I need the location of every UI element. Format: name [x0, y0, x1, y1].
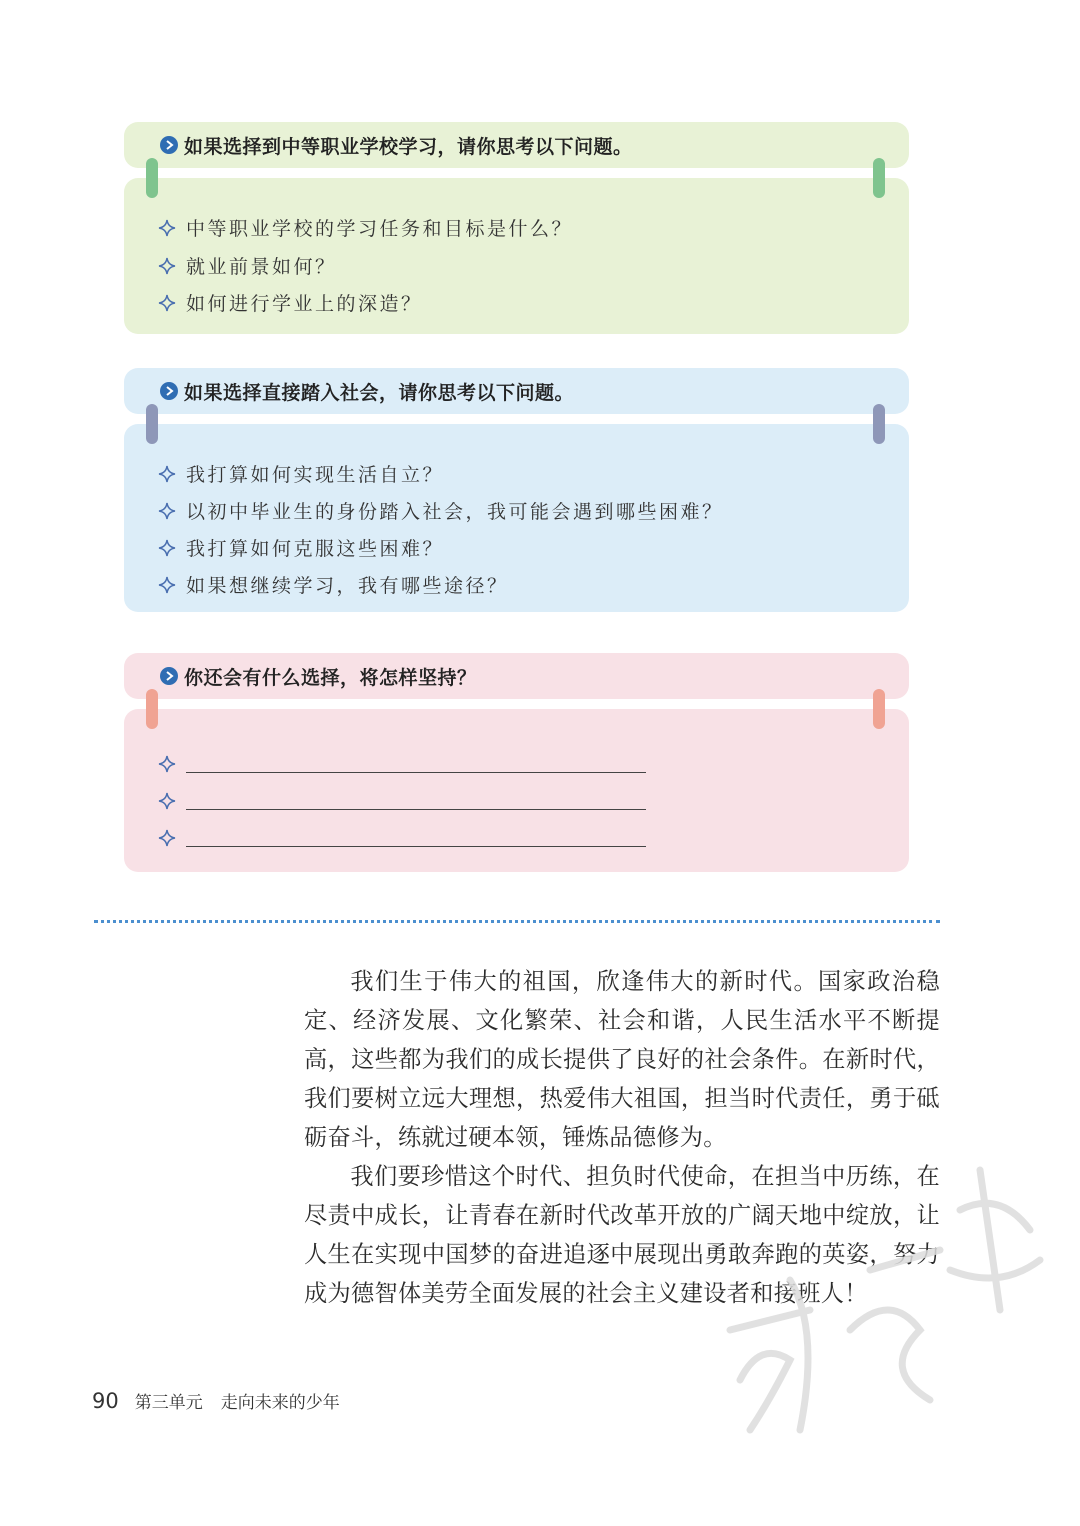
- binder-peg: [873, 404, 885, 444]
- diamond-star-icon: [158, 219, 176, 237]
- question-text: 中等职业学校的学习任务和目标是什么？: [186, 218, 574, 240]
- page-footer: [92, 1388, 340, 1413]
- binder-peg: [146, 689, 158, 729]
- question-text: 如果想继续学习，我有哪些途径？: [186, 575, 509, 597]
- vocational-school-card: [124, 122, 909, 334]
- question-item: [158, 460, 444, 487]
- diamond-star-icon: [158, 755, 176, 773]
- diamond-star-icon: [158, 792, 176, 810]
- watermark-logo: [700, 1130, 1060, 1470]
- dotted-divider: [94, 920, 940, 923]
- card-header: [124, 122, 909, 168]
- card-header: [124, 653, 909, 699]
- question-item: [158, 497, 724, 524]
- diamond-star-icon: [158, 576, 176, 594]
- answer-blank[interactable]: [186, 754, 646, 773]
- answer-blank-item[interactable]: [158, 754, 646, 773]
- question-item: [158, 534, 444, 561]
- answer-blank[interactable]: [186, 828, 646, 847]
- diamond-star-icon: [158, 465, 176, 483]
- question-item: [158, 252, 337, 279]
- card-header: [124, 368, 909, 414]
- answer-blank-item[interactable]: [158, 791, 646, 810]
- binder-peg: [146, 404, 158, 444]
- diamond-star-icon: [158, 502, 176, 520]
- diamond-star-icon: [158, 257, 176, 275]
- answer-blank[interactable]: [186, 791, 646, 810]
- question-item: [158, 289, 423, 316]
- binder-peg: [873, 158, 885, 198]
- arrow-circle-icon: [160, 667, 178, 685]
- page-number: 90: [92, 1389, 119, 1413]
- card-title: 你还会有什么选择，将怎样坚持？: [184, 666, 477, 689]
- question-text: 就业前景如何？: [186, 256, 337, 278]
- binder-peg: [873, 689, 885, 729]
- other-choice-card: [124, 653, 909, 872]
- question-item: [158, 571, 509, 598]
- card-title: 如果选择到中等职业学校学习，请你思考以下问题。: [184, 135, 633, 158]
- question-text: 我打算如何克服这些困难？: [186, 538, 445, 560]
- diamond-star-icon: [158, 294, 176, 312]
- body-paragraph: 我们要珍惜这个时代、担负时代使命，在担当中历练，在尽责中成长，让青春在新时代改革开放的广阔天地中绽放，让人生在实现中国梦的奋进追逐中展现出勇敢奔跑的英姿，努力成为德智体美劳全面发展的社会主义建设者和接班人！: [304, 1163, 940, 1307]
- diamond-star-icon: [158, 829, 176, 847]
- arrow-circle-icon: [160, 382, 178, 400]
- arrow-circle-icon: [160, 136, 178, 154]
- question-text: 如何进行学业上的深造？: [186, 293, 423, 315]
- answer-blank-item[interactable]: [158, 828, 646, 847]
- unit-label: 第三单元: [134, 1393, 203, 1413]
- enter-society-card: [124, 368, 909, 612]
- body-paragraph: 我们生于伟大的祖国，欣逢伟大的新时代。国家政治稳定、经济发展、文化繁荣、社会和谐，人民生活水平不断提高，这些都为我们的成长提供了良好的社会条件。在新时代，我们要树立远大理想，热爱伟大祖国，担当时代责任，勇于砥砺奋斗，练就过硬本领，锤炼品德修为。: [304, 968, 940, 1151]
- diamond-star-icon: [158, 539, 176, 557]
- chapter-title: 走向未来的少年: [220, 1393, 340, 1413]
- question-text: 我打算如何实现生活自立？: [186, 464, 445, 486]
- binder-peg: [146, 158, 158, 198]
- question-text: 以初中毕业生的身份踏入社会，我可能会遇到哪些困难？: [186, 501, 724, 523]
- question-item: [158, 214, 573, 241]
- card-title: 如果选择直接踏入社会，请你思考以下问题。: [184, 381, 575, 404]
